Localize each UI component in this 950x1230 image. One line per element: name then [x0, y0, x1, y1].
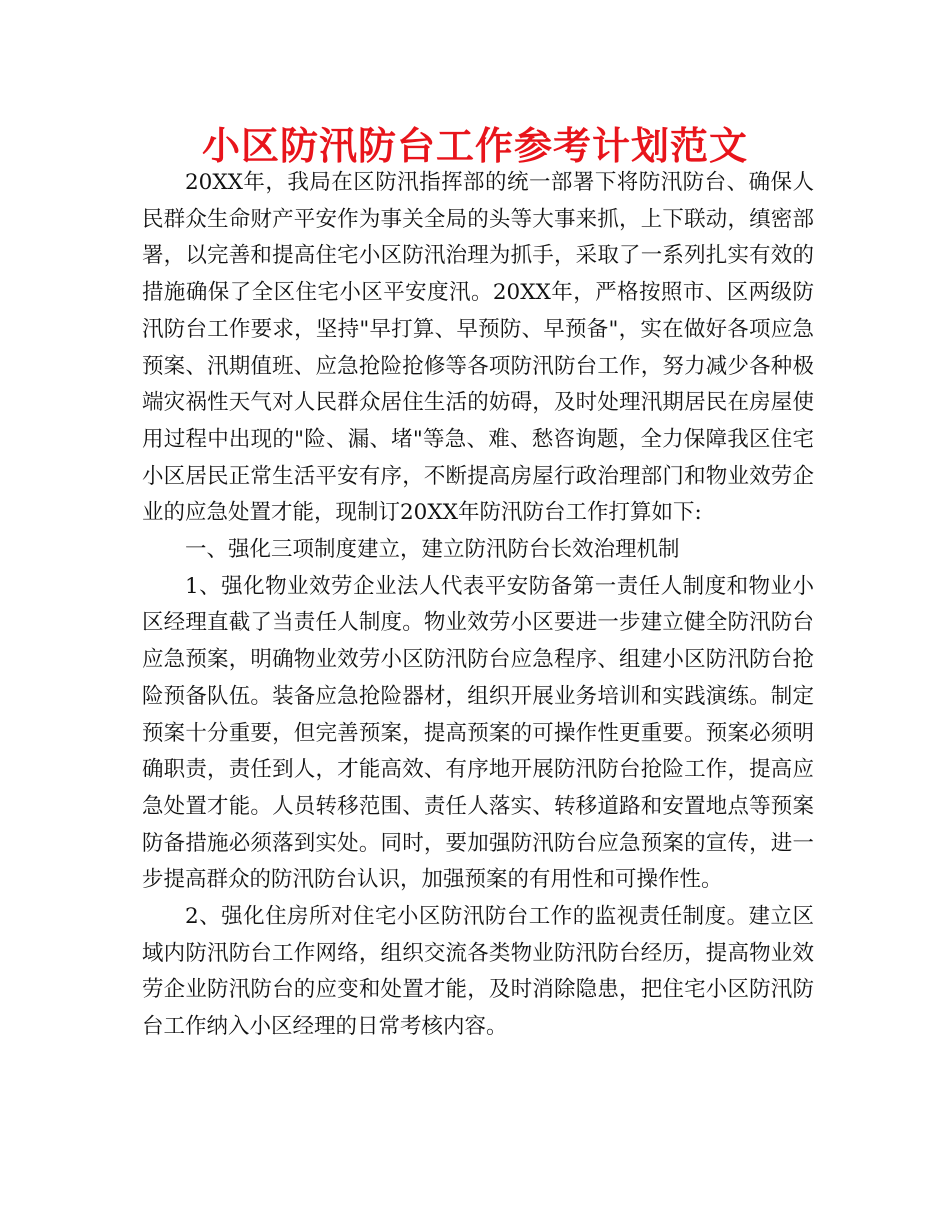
- paragraph-item-2: 2、强化住房所对住宅小区防汛防台工作的监视责任制度。建立区域内防汛防台工作网络，组织交流各类物业防汛防台经历，提高物业效劳企业防汛防台的应变和处置才能，及时消除隐患，把住宅小区防汛防台工作纳入小区经理的日常考核内容。: [142, 904, 814, 1040]
- paragraph-intro: 20XX年，我局在区防汛指挥部的统一部署下将防汛防台、确保人民群众生命财产平安作为事关全局的头等大事来抓，上下联动，缜密部署，以完善和提高住宅小区防汛治理为抓手，采取了一系列扎实有效的措施确保了全区住宅小区平安度汛。20XX年，严格按照市、区两级防汛防台工作要求，坚持"早打算、早预防、早预备"，实在做好各项应急预案、汛期值班、应急抢险抢修等各项防汛防台工作，努力减少各种极端灾祸性天气对人民群众居住生活的妨碍，及时处理汛期居民在房屋使用过程中出现的"险、漏、堵"等急、难、愁咨询题，全力保障我区住宅小区居民正常生活平安有序，不断提高房屋行政治理部门和物业效劳企业的应急处置才能，现制订20XX年防汛防台工作打算如下:: [142, 170, 814, 526]
- paragraph-item-1: 1、强化物业效劳企业法人代表平安防备第一责任人制度和物业小区经理直截了当责任人制度。物业效劳小区要进一步建立健全防汛防台应急预案，明确物业效劳小区防汛防台应急程序、组建小区防汛防台抢险预备队伍。装备应急抢险器材，组织开展业务培训和实践演练。制定预案十分重要，但完善预案，提高预案的可操作性更重要。预案必须明确职责，责任到人，才能高效、有序地开展防汛防台抢险工作，提高应急处置才能。人员转移范围、责任人落实、转移道路和安置地点等预案防备措施必须落到实处。同时，要加强防汛防台应急预案的宣传，进一步提高群众的防汛防台认识，加强预案的有用性和可操作性。: [142, 573, 814, 893]
- document-title: 小区防汛防台工作参考计划范文: [201, 123, 748, 168]
- document-body: [142, 165, 814, 1046]
- section-heading-1: 一、强化三项制度建立，建立防汛防台长效治理机制: [185, 537, 680, 563]
